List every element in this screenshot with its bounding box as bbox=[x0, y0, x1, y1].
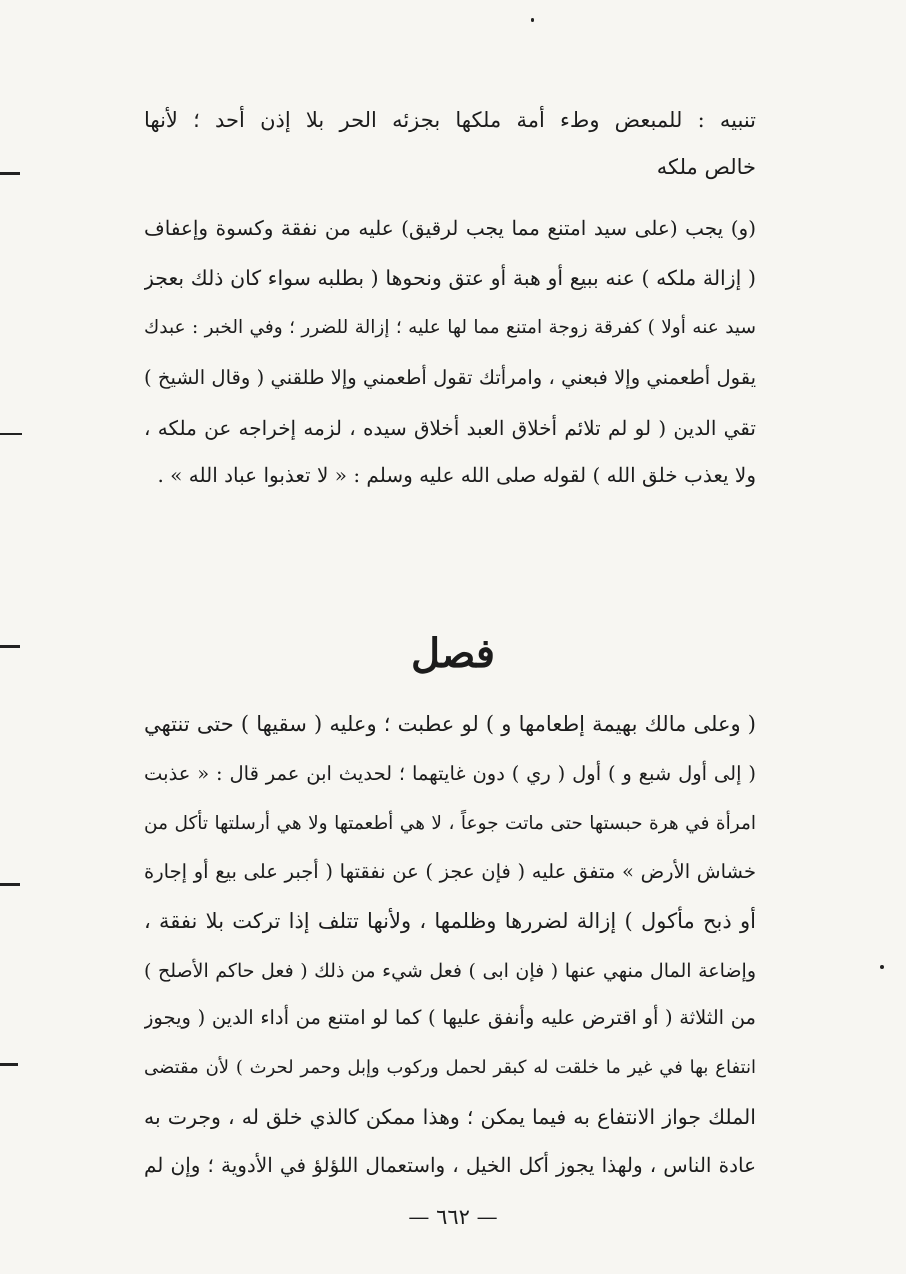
scan-dot bbox=[880, 965, 884, 969]
text-line: ( إلى أول شبع و ) أول ( ري ) دون غايتهما ؛ لحديث ابن عمر قال : « عذبت bbox=[144, 762, 756, 785]
text-line: تقي الدين ( لو لم تلائم أخلاق العبد أخلاق سيده ، لزمه إخراجه عن ملكه ، bbox=[144, 416, 756, 440]
text-line: ( وعلى مالك بهيمة إطعامها و ) لو عطبت ؛ وعليه ( سقيها ) حتى تنتهي bbox=[144, 712, 756, 736]
page-number: — ٦٦٢ — bbox=[408, 1205, 498, 1229]
text-line: خالص ملكه bbox=[656, 155, 756, 179]
text-line: ولا يعذب خلق الله ) لقوله صلى الله عليه وسلم : « لا تعذبوا عباد الله » . bbox=[157, 463, 756, 487]
scan-mark bbox=[0, 645, 20, 648]
scan-mark bbox=[0, 1063, 18, 1066]
text-line: انتفاع بها في غير ما خلقت له كبقر لحمل وركوب وإبل وحمر لحرث ) لأن مقتضى bbox=[144, 1057, 756, 1078]
text-line: خشاش الأرض » متفق عليه ( فإن عجز ) عن نفقتها ( أجبر على بيع أو إجارة bbox=[144, 860, 756, 883]
scan-dot bbox=[531, 18, 534, 22]
text-line: امرأة في هرة حبستها حتى ماتت جوعاً ، لا هي أطعمتها ولا هي أرسلتها تأكل من bbox=[144, 813, 756, 834]
scan-mark bbox=[0, 883, 20, 886]
scan-mark bbox=[0, 172, 20, 175]
text-line: الملك جواز الانتفاع به فيما يمكن ؛ وهذا ممكن كالذي خلق له ، وجرت به bbox=[144, 1105, 756, 1129]
scan-mark bbox=[0, 433, 22, 435]
text-line: يقول أطعمني وإلا فبعني ، وامرأتك تقول أطعمني وإلا طلقني ( وقال الشيخ ) bbox=[144, 366, 756, 389]
section-heading: فصل bbox=[410, 630, 496, 677]
text-line: تنبيه : للمبعض وطء أمة ملكها بجزئه الحر بلا إذن أحد ؛ لأنها bbox=[144, 108, 756, 132]
text-line: عادة الناس ، ولهذا يجوز أكل الخيل ، واستعمال اللؤلؤ في الأدوية ؛ وإن لم bbox=[144, 1153, 756, 1177]
text-line: أو ذبح مأكول ) إزالة لضررها وظلمها ، ولأنها تتلف إذا تركت بلا نفقة ، bbox=[144, 909, 756, 933]
text-line: (و) يجب (على سيد امتنع مما يجب لرقيق) عليه من نفقة وكسوة وإعفاف bbox=[144, 216, 756, 240]
text-line: وإضاعة المال منهي عنها ( فإن ابى ) فعل شيء من ذلك ( فعل حاكم الأصلح ) bbox=[144, 960, 756, 982]
text-line: ( إزالة ملكه ) عنه ببيع أو هبة أو عتق ونحوها ( بطلبه سواء كان ذلك بعجز bbox=[144, 266, 756, 290]
text-line: سيد عنه أولا ) كفرقة زوجة امتنع مما لها عليه ؛ إزالة للضرر ؛ وفي الخبر : عبدك bbox=[144, 317, 756, 338]
text-line: من الثلاثة ( أو اقترض عليه وأنفق عليها ) كما لو امتنع من أداء الدين ( ويجوز bbox=[144, 1006, 756, 1029]
